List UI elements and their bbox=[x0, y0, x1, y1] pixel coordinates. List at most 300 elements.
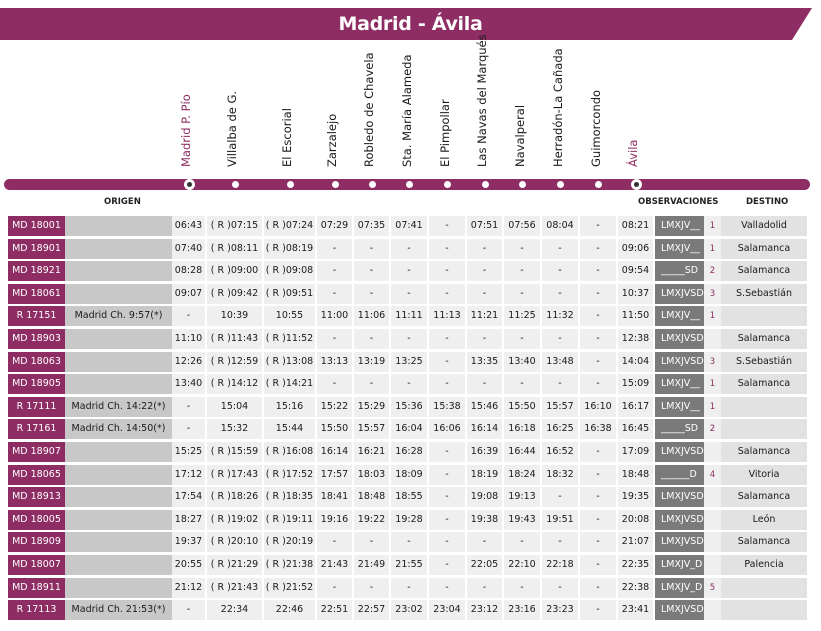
origin-header: ORIGEN bbox=[104, 197, 141, 207]
time-cell: 11:13 bbox=[429, 306, 465, 326]
time-cell: 19:08 bbox=[467, 487, 502, 507]
train-number: R 17161 bbox=[8, 419, 65, 439]
note-ref: 3 bbox=[704, 352, 721, 372]
time-cell: - bbox=[580, 442, 616, 462]
stop-marker bbox=[557, 181, 564, 188]
time-cell: 22:38 bbox=[618, 578, 653, 598]
time-cell: 09:07 bbox=[172, 284, 205, 304]
destination-cell: León bbox=[721, 510, 807, 530]
observations-cell: _____SD bbox=[655, 261, 704, 281]
time-cell: 16:06 bbox=[429, 419, 465, 439]
time-cell: 16:39 bbox=[467, 442, 502, 462]
observations-cell: _____SD bbox=[655, 419, 704, 439]
time-cell: 12:26 bbox=[172, 352, 205, 372]
time-cell: - bbox=[354, 329, 389, 349]
time-cell: 18:24 bbox=[504, 465, 540, 485]
time-cell: 16:14 bbox=[467, 419, 502, 439]
time-cell: - bbox=[354, 374, 389, 394]
time-cell: - bbox=[317, 284, 352, 304]
station-label bbox=[225, 90, 243, 167]
table-row bbox=[8, 510, 821, 530]
time-cell: 11:00 bbox=[317, 306, 352, 326]
table-row bbox=[8, 600, 821, 620]
table-row bbox=[8, 419, 821, 439]
origin-cell bbox=[65, 284, 172, 304]
observations-cell: LMXJVSD bbox=[655, 284, 704, 304]
time-cell: - bbox=[580, 284, 616, 304]
table-row bbox=[8, 397, 821, 417]
table-row bbox=[8, 261, 821, 281]
time-cell: - bbox=[429, 352, 465, 372]
time-cell: 15:44 bbox=[264, 419, 315, 439]
time-cell: ( R )18:26 bbox=[207, 487, 262, 507]
note-ref: 4 bbox=[704, 465, 721, 485]
time-cell: 15:22 bbox=[317, 397, 352, 417]
time-cell: 22:51 bbox=[317, 600, 352, 620]
time-cell: - bbox=[317, 261, 352, 281]
time-cell: - bbox=[317, 329, 352, 349]
time-cell: - bbox=[354, 261, 389, 281]
time-cell: 18:32 bbox=[542, 465, 578, 485]
time-cell: 22:46 bbox=[264, 600, 315, 620]
time-cell: ( R )14:12 bbox=[207, 374, 262, 394]
time-cell: 16:14 bbox=[317, 442, 352, 462]
observations-cell: LMXJVSD bbox=[655, 329, 704, 349]
train-number: MD 18007 bbox=[8, 555, 65, 575]
origin-cell bbox=[65, 487, 172, 507]
time-cell: - bbox=[504, 239, 540, 259]
time-cell: 18:48 bbox=[354, 487, 389, 507]
note-ref: 1 bbox=[704, 397, 721, 417]
station-name: El Pimpollar bbox=[437, 99, 452, 167]
station-name: El Escorial bbox=[280, 108, 294, 167]
time-cell: 07:51 bbox=[467, 216, 502, 236]
terminal-stop-marker bbox=[184, 179, 195, 190]
time-cell: ( R )19:11 bbox=[264, 510, 315, 530]
time-cell: 15:04 bbox=[207, 397, 262, 417]
destination-cell: Vitoria bbox=[721, 465, 807, 485]
time-cell: - bbox=[504, 284, 540, 304]
time-cell: 16:21 bbox=[354, 442, 389, 462]
time-cell: 19:51 bbox=[542, 510, 578, 530]
time-cell: 16:38 bbox=[580, 419, 616, 439]
time-cell: - bbox=[580, 239, 616, 259]
station-label bbox=[550, 48, 569, 167]
time-cell: - bbox=[580, 465, 616, 485]
destination-cell: Salamanca bbox=[721, 532, 807, 552]
observations-header: OBSERVACIONES bbox=[638, 197, 719, 207]
time-cell: ( R )20:10 bbox=[207, 532, 262, 552]
station-label bbox=[280, 108, 298, 167]
time-cell: - bbox=[429, 442, 465, 462]
time-cell: 21:49 bbox=[354, 555, 389, 575]
note-ref: 5 bbox=[704, 578, 721, 598]
note-ref bbox=[704, 487, 721, 507]
time-cell: ( R )09:08 bbox=[264, 261, 315, 281]
time-cell: 19:35 bbox=[618, 487, 653, 507]
time-cell: - bbox=[467, 261, 502, 281]
origin-cell bbox=[65, 261, 172, 281]
station-name: Navalperal bbox=[512, 104, 527, 167]
observations-cell: LMXJV__ bbox=[655, 374, 704, 394]
time-cell: 22:34 bbox=[207, 600, 262, 620]
observations-cell: LMXJVSD bbox=[655, 510, 704, 530]
note-ref bbox=[704, 532, 721, 552]
time-cell: 21:55 bbox=[391, 555, 427, 575]
table-row bbox=[8, 532, 821, 552]
train-number: MD 18921 bbox=[8, 261, 65, 281]
time-cell: 23:04 bbox=[429, 600, 465, 620]
time-cell: - bbox=[354, 532, 389, 552]
station-name: Villalba de G. bbox=[225, 90, 239, 167]
time-cell: - bbox=[391, 374, 427, 394]
note-ref: 1 bbox=[704, 306, 721, 326]
time-cell: 22:35 bbox=[618, 555, 653, 575]
time-cell: 13:19 bbox=[354, 352, 389, 372]
time-cell: - bbox=[580, 261, 616, 281]
station-label bbox=[475, 34, 493, 167]
time-cell: 15:16 bbox=[264, 397, 315, 417]
time-cell: - bbox=[317, 374, 352, 394]
time-cell: 10:55 bbox=[264, 306, 315, 326]
train-number: MD 18909 bbox=[8, 532, 65, 552]
time-cell: ( R )15:59 bbox=[207, 442, 262, 462]
station-label bbox=[512, 104, 531, 167]
time-cell: 23:41 bbox=[618, 600, 653, 620]
time-cell: 18:48 bbox=[618, 465, 653, 485]
time-cell: - bbox=[542, 239, 578, 259]
time-cell: 19:22 bbox=[354, 510, 389, 530]
origin-cell: Madrid Ch. 14:50(*) bbox=[65, 419, 172, 439]
time-cell: - bbox=[429, 374, 465, 394]
observations-cell: LMXJV_D bbox=[655, 555, 704, 575]
train-number: MD 18001 bbox=[8, 216, 65, 236]
time-cell: ( R )09:00 bbox=[207, 261, 262, 281]
time-cell: 15:50 bbox=[504, 397, 540, 417]
destination-cell bbox=[721, 578, 807, 598]
destination-cell: Salamanca bbox=[721, 329, 807, 349]
time-cell: 08:28 bbox=[172, 261, 205, 281]
table-row bbox=[8, 306, 821, 326]
time-cell: 18:27 bbox=[172, 510, 205, 530]
time-cell: 20:55 bbox=[172, 555, 205, 575]
terminal-stop-marker bbox=[631, 179, 642, 190]
observations-cell: ______D bbox=[655, 465, 704, 485]
time-cell: - bbox=[354, 578, 389, 598]
time-cell: ( R )11:52 bbox=[264, 329, 315, 349]
time-cell: 21:07 bbox=[618, 532, 653, 552]
time-cell: - bbox=[429, 487, 465, 507]
time-cell: - bbox=[467, 284, 502, 304]
time-cell: - bbox=[580, 532, 616, 552]
origin-cell bbox=[65, 510, 172, 530]
train-number: MD 18903 bbox=[8, 329, 65, 349]
station-name: Herradón-La Cañada bbox=[550, 48, 565, 167]
train-number: MD 18065 bbox=[8, 465, 65, 485]
time-cell: 18:19 bbox=[467, 465, 502, 485]
time-cell: 18:55 bbox=[391, 487, 427, 507]
origin-cell bbox=[65, 352, 172, 372]
time-cell: 11:06 bbox=[354, 306, 389, 326]
time-cell: 21:12 bbox=[172, 578, 205, 598]
time-cell: - bbox=[354, 239, 389, 259]
time-cell: - bbox=[504, 329, 540, 349]
time-cell: - bbox=[172, 419, 205, 439]
destination-cell: Salamanca bbox=[721, 374, 807, 394]
time-cell: - bbox=[429, 261, 465, 281]
observations-cell: LMXJVSD bbox=[655, 532, 704, 552]
origin-cell bbox=[65, 578, 172, 598]
observations-cell: LMXJV__ bbox=[655, 397, 704, 417]
station-name: Zarzalejo bbox=[325, 113, 339, 167]
table-row bbox=[8, 578, 821, 598]
destination-cell bbox=[721, 600, 807, 620]
time-cell: 23:23 bbox=[542, 600, 578, 620]
time-cell: ( R )08:19 bbox=[264, 239, 315, 259]
destination-cell bbox=[721, 397, 807, 417]
time-cell: 21:43 bbox=[317, 555, 352, 575]
time-cell: 16:44 bbox=[504, 442, 540, 462]
time-cell: ( R )19:02 bbox=[207, 510, 262, 530]
time-cell: - bbox=[542, 329, 578, 349]
stop-marker bbox=[369, 181, 376, 188]
title-banner bbox=[0, 8, 821, 40]
time-cell: 23:16 bbox=[504, 600, 540, 620]
destination-header: DESTINO bbox=[746, 197, 789, 207]
observations-cell: LMXJV__ bbox=[655, 239, 704, 259]
time-cell: 15:25 bbox=[172, 442, 205, 462]
time-cell: 22:18 bbox=[542, 555, 578, 575]
time-cell: - bbox=[354, 284, 389, 304]
time-cell: - bbox=[429, 329, 465, 349]
table-row bbox=[8, 329, 821, 349]
time-cell: - bbox=[429, 465, 465, 485]
destination-cell: S.Sebastián bbox=[721, 352, 807, 372]
time-cell: 18:09 bbox=[391, 465, 427, 485]
origin-cell bbox=[65, 374, 172, 394]
origin-cell: Madrid Ch. 21:53(*) bbox=[65, 600, 172, 620]
time-cell: 15:57 bbox=[354, 419, 389, 439]
time-cell: ( R )21:29 bbox=[207, 555, 262, 575]
time-cell: 13:35 bbox=[467, 352, 502, 372]
origin-cell: Madrid Ch. 9:57(*) bbox=[65, 306, 172, 326]
train-number: MD 18907 bbox=[8, 442, 65, 462]
time-cell: - bbox=[391, 261, 427, 281]
time-cell: 09:06 bbox=[618, 239, 653, 259]
time-cell: 22:05 bbox=[467, 555, 502, 575]
station-name: Ávila bbox=[626, 139, 640, 167]
time-cell: - bbox=[580, 510, 616, 530]
time-cell: 13:40 bbox=[504, 352, 540, 372]
time-cell: 16:04 bbox=[391, 419, 427, 439]
observations-cell: LMXJV_D bbox=[655, 578, 704, 598]
train-number: R 17111 bbox=[8, 397, 65, 417]
time-cell: ( R )20:19 bbox=[264, 532, 315, 552]
time-cell: ( R )17:43 bbox=[207, 465, 262, 485]
destination-cell: Valladolid bbox=[721, 216, 807, 236]
time-cell: 13:25 bbox=[391, 352, 427, 372]
station-label bbox=[588, 89, 607, 167]
time-cell: 13:48 bbox=[542, 352, 578, 372]
train-number: MD 18905 bbox=[8, 374, 65, 394]
time-cell: 23:02 bbox=[391, 600, 427, 620]
origin-cell bbox=[65, 329, 172, 349]
stop-marker bbox=[519, 181, 526, 188]
stop-marker bbox=[595, 181, 602, 188]
time-cell: - bbox=[467, 329, 502, 349]
time-cell: 15:32 bbox=[207, 419, 262, 439]
time-cell: 18:41 bbox=[317, 487, 352, 507]
time-cell: - bbox=[429, 510, 465, 530]
time-cell: - bbox=[580, 352, 616, 372]
time-cell: - bbox=[317, 532, 352, 552]
time-cell: 17:12 bbox=[172, 465, 205, 485]
time-cell: - bbox=[542, 578, 578, 598]
time-cell: ( R )08:11 bbox=[207, 239, 262, 259]
time-cell: - bbox=[542, 487, 578, 507]
time-cell: ( R )13:08 bbox=[264, 352, 315, 372]
time-cell: 15:29 bbox=[354, 397, 389, 417]
time-cell: ( R )09:51 bbox=[264, 284, 315, 304]
time-cell: ( R )21:43 bbox=[207, 578, 262, 598]
time-cell: - bbox=[542, 374, 578, 394]
time-cell: - bbox=[429, 216, 465, 236]
station-label bbox=[362, 52, 380, 167]
time-cell: - bbox=[542, 532, 578, 552]
time-cell: 19:28 bbox=[391, 510, 427, 530]
station-name: Guimorcondo bbox=[588, 89, 603, 167]
destination-cell bbox=[721, 306, 807, 326]
time-cell: - bbox=[542, 261, 578, 281]
time-cell: - bbox=[391, 329, 427, 349]
time-cell: ( R )07:15 bbox=[207, 216, 262, 236]
table-row bbox=[8, 555, 821, 575]
time-cell: 17:09 bbox=[618, 442, 653, 462]
time-cell: - bbox=[504, 261, 540, 281]
time-cell: - bbox=[580, 487, 616, 507]
time-cell: - bbox=[467, 532, 502, 552]
note-ref bbox=[704, 510, 721, 530]
page-title: Madrid - Ávila bbox=[338, 13, 483, 35]
time-cell: 14:04 bbox=[618, 352, 653, 372]
time-cell: 11:50 bbox=[618, 306, 653, 326]
time-cell: - bbox=[172, 600, 205, 620]
time-cell: 16:28 bbox=[391, 442, 427, 462]
time-cell: ( R )14:21 bbox=[264, 374, 315, 394]
time-cell: - bbox=[429, 239, 465, 259]
note-ref: 1 bbox=[704, 374, 721, 394]
time-cell: - bbox=[467, 578, 502, 598]
origin-cell bbox=[65, 532, 172, 552]
time-cell: 16:52 bbox=[542, 442, 578, 462]
note-ref bbox=[704, 555, 721, 575]
station-name: Sta. María Alameda bbox=[399, 54, 414, 167]
time-cell: ( R )11:43 bbox=[207, 329, 262, 349]
time-cell: 07:35 bbox=[354, 216, 389, 236]
time-cell: 22:10 bbox=[504, 555, 540, 575]
stop-marker bbox=[287, 181, 294, 188]
time-cell: 15:38 bbox=[429, 397, 465, 417]
observations-cell: LMXJVSD bbox=[655, 600, 704, 620]
time-cell: 19:43 bbox=[504, 510, 540, 530]
station-label bbox=[325, 113, 343, 167]
note-ref: 3 bbox=[704, 284, 721, 304]
time-cell: - bbox=[504, 532, 540, 552]
time-cell: ( R )16:08 bbox=[264, 442, 315, 462]
time-cell: - bbox=[542, 284, 578, 304]
time-cell: ( R )12:59 bbox=[207, 352, 262, 372]
time-cell: 08:04 bbox=[542, 216, 578, 236]
time-cell: - bbox=[391, 239, 427, 259]
time-cell: - bbox=[429, 555, 465, 575]
stop-marker bbox=[444, 181, 451, 188]
note-ref: 1 bbox=[704, 216, 721, 236]
table-row bbox=[8, 465, 821, 485]
station-label bbox=[399, 54, 418, 167]
time-cell: - bbox=[580, 578, 616, 598]
station-name: Robledo de Chavela bbox=[362, 52, 376, 167]
time-cell: 10:39 bbox=[207, 306, 262, 326]
train-number: R 17113 bbox=[8, 600, 65, 620]
time-cell: - bbox=[429, 284, 465, 304]
table-row bbox=[8, 216, 821, 236]
time-cell: 12:38 bbox=[618, 329, 653, 349]
time-cell: - bbox=[580, 600, 616, 620]
time-cell: 13:13 bbox=[317, 352, 352, 372]
time-cell: 16:17 bbox=[618, 397, 653, 417]
time-cell: 07:41 bbox=[391, 216, 427, 236]
time-cell: - bbox=[317, 578, 352, 598]
time-cell: 10:37 bbox=[618, 284, 653, 304]
time-cell: 15:46 bbox=[467, 397, 502, 417]
time-cell: 16:25 bbox=[542, 419, 578, 439]
time-cell: 18:03 bbox=[354, 465, 389, 485]
stop-marker bbox=[482, 181, 489, 188]
note-ref bbox=[704, 600, 721, 620]
train-number: MD 18005 bbox=[8, 510, 65, 530]
train-number: MD 18913 bbox=[8, 487, 65, 507]
time-cell: - bbox=[391, 284, 427, 304]
destination-cell: Salamanca bbox=[721, 261, 807, 281]
time-cell: 16:18 bbox=[504, 419, 540, 439]
origin-cell: Madrid Ch. 14:22(*) bbox=[65, 397, 172, 417]
train-number: R 17151 bbox=[8, 306, 65, 326]
time-cell: 06:43 bbox=[172, 216, 205, 236]
table-row bbox=[8, 284, 821, 304]
train-number: MD 18061 bbox=[8, 284, 65, 304]
destination-cell: Salamanca bbox=[721, 239, 807, 259]
time-cell: 07:29 bbox=[317, 216, 352, 236]
time-cell: 19:38 bbox=[467, 510, 502, 530]
time-cell: - bbox=[580, 306, 616, 326]
observations-cell: LMXJVSD bbox=[655, 442, 704, 462]
time-cell: ( R )21:38 bbox=[264, 555, 315, 575]
note-ref: 2 bbox=[704, 419, 721, 439]
time-cell: 11:21 bbox=[467, 306, 502, 326]
stop-marker bbox=[332, 181, 339, 188]
time-cell: 15:57 bbox=[542, 397, 578, 417]
time-cell: 11:10 bbox=[172, 329, 205, 349]
destination-cell: Palencia bbox=[721, 555, 807, 575]
time-cell: - bbox=[467, 374, 502, 394]
table-row bbox=[8, 442, 821, 462]
note-ref: 2 bbox=[704, 261, 721, 281]
stop-marker bbox=[406, 181, 413, 188]
time-cell: ( R )18:35 bbox=[264, 487, 315, 507]
time-cell: - bbox=[504, 578, 540, 598]
time-cell: 15:36 bbox=[391, 397, 427, 417]
time-cell: ( R )21:52 bbox=[264, 578, 315, 598]
